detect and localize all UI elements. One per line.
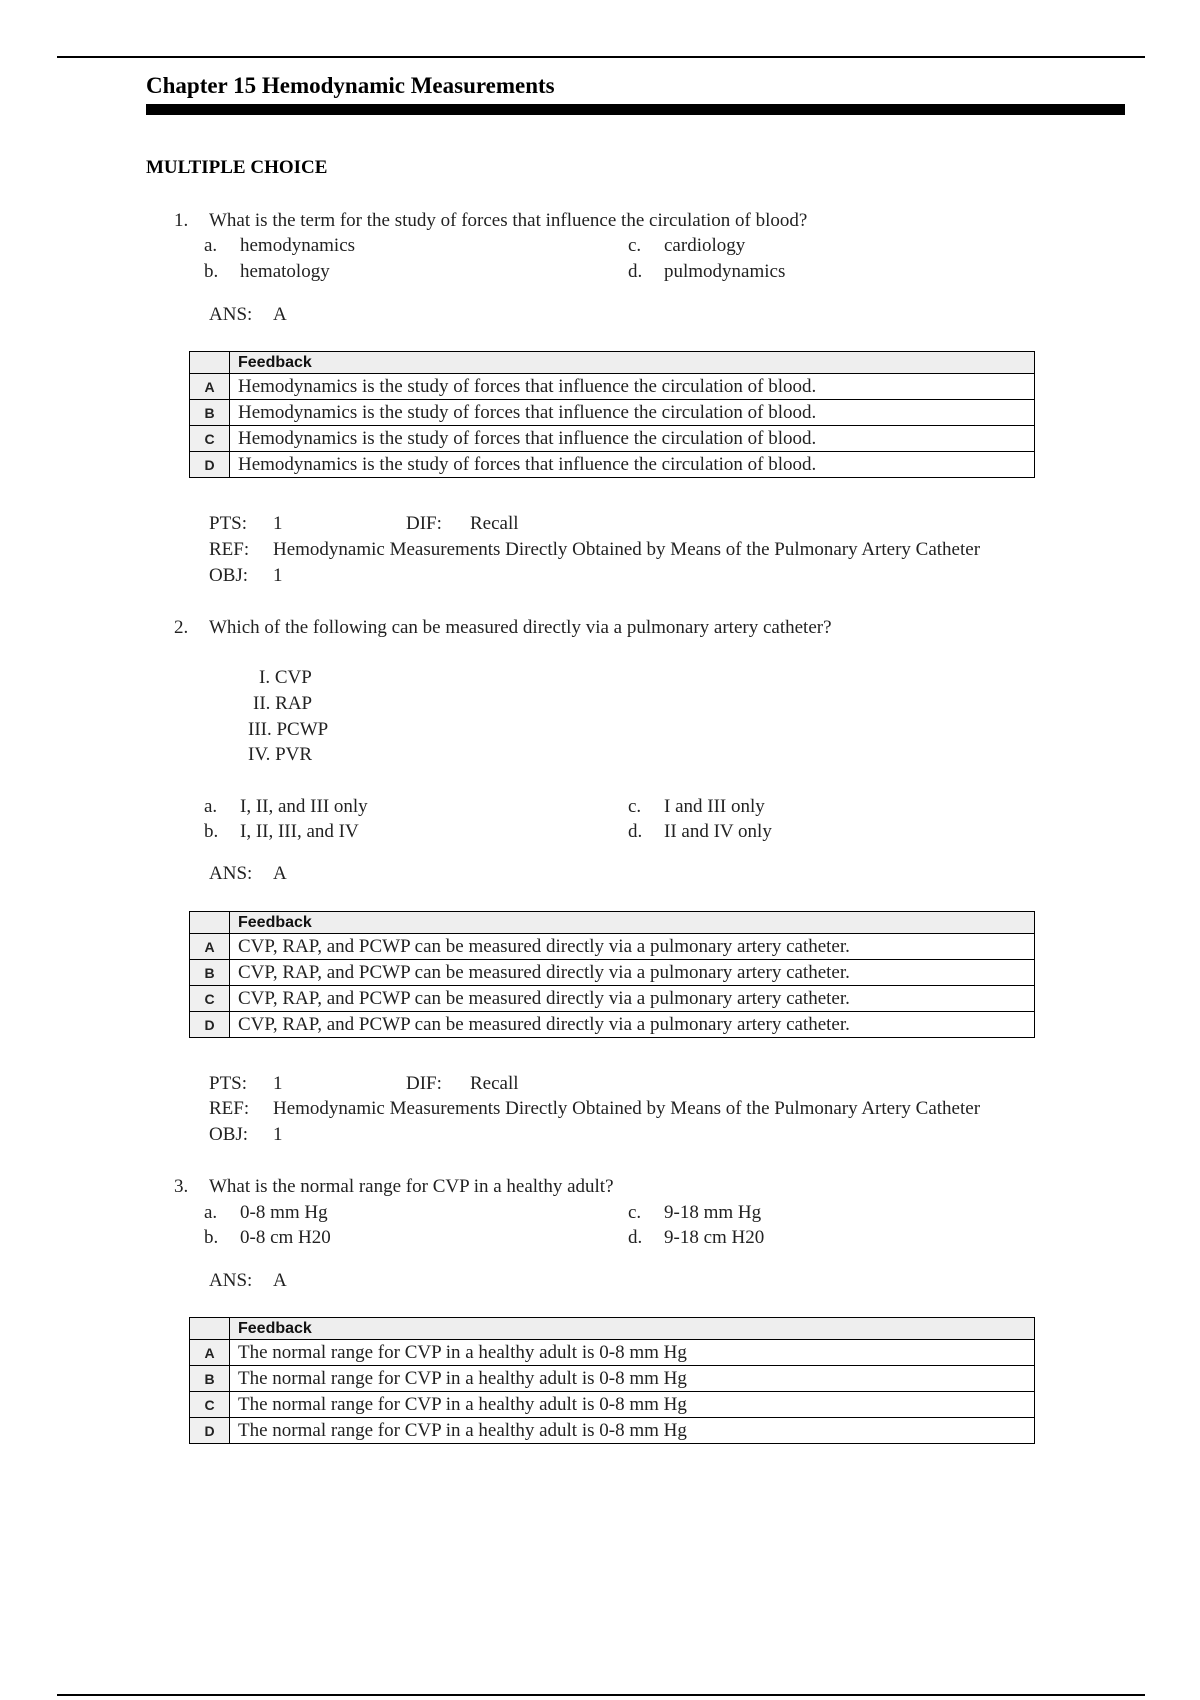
feedback-text: Hemodynamics is the study of forces that influence the circulation of blood. bbox=[230, 426, 1035, 452]
option-d-text: 9-18 cm H20 bbox=[664, 1227, 765, 1248]
feedback-row bbox=[190, 960, 1035, 986]
ref-value: Hemodynamic Measurements Directly Obtained by Means of the Pulmonary Artery Catheter bbox=[273, 1098, 981, 1119]
roman-item: II. RAP bbox=[253, 693, 313, 714]
feedback-row bbox=[190, 374, 1035, 400]
question-number: 3. bbox=[174, 1176, 189, 1197]
roman-item: I. CVP bbox=[259, 667, 312, 688]
feedback-text: Hemodynamics is the study of forces that influence the circulation of blood. bbox=[230, 452, 1035, 478]
feedback-text: The normal range for CVP in a healthy adult is 0-8 mm Hg bbox=[230, 1340, 1035, 1366]
option-c-letter: c. bbox=[628, 796, 642, 817]
dif-value: Recall bbox=[470, 513, 519, 534]
feedback-header: Feedback bbox=[230, 912, 1035, 934]
feedback-row bbox=[190, 1340, 1035, 1366]
question-text: What is the normal range for CVP in a healthy adult? bbox=[209, 1176, 614, 1197]
section-heading: MULTIPLE CHOICE bbox=[146, 157, 328, 178]
option-d-letter: d. bbox=[628, 1227, 643, 1248]
answer-value: A bbox=[273, 863, 287, 884]
feedback-text: CVP, RAP, and PCWP can be measured directly via a pulmonary artery catheter. bbox=[230, 986, 1035, 1012]
feedback-row bbox=[190, 986, 1035, 1012]
answer-label: ANS: bbox=[209, 863, 253, 884]
feedback-header-row bbox=[190, 352, 1035, 374]
feedback-row bbox=[190, 400, 1035, 426]
option-a-text: 0-8 mm Hg bbox=[240, 1202, 328, 1223]
option-c-letter: c. bbox=[628, 1202, 642, 1223]
option-b-letter: b. bbox=[204, 821, 219, 842]
pts-label: PTS: bbox=[209, 513, 248, 534]
title-underline-bar bbox=[146, 104, 1125, 115]
feedback-letter: C bbox=[190, 1392, 230, 1418]
option-b-letter: b. bbox=[204, 1227, 219, 1248]
option-d-text: pulmodynamics bbox=[664, 261, 786, 282]
option-b-text: 0-8 cm H20 bbox=[240, 1227, 331, 1248]
dif-label: DIF: bbox=[406, 1073, 442, 1094]
answer-value: A bbox=[273, 304, 287, 325]
roman-item: IV. PVR bbox=[248, 744, 313, 765]
option-a-letter: a. bbox=[204, 796, 218, 817]
feedback-text: CVP, RAP, and PCWP can be measured directly via a pulmonary artery catheter. bbox=[230, 1012, 1035, 1038]
feedback-letter: A bbox=[190, 374, 230, 400]
feedback-header: Feedback bbox=[230, 352, 1035, 374]
feedback-letter: C bbox=[190, 986, 230, 1012]
feedback-row bbox=[190, 934, 1035, 960]
option-d-text: II and IV only bbox=[664, 821, 772, 842]
obj-value: 1 bbox=[273, 1124, 283, 1145]
answer-label: ANS: bbox=[209, 1270, 253, 1291]
question-number: 1. bbox=[174, 210, 189, 231]
feedback-letter: D bbox=[190, 452, 230, 478]
feedback-row bbox=[190, 452, 1035, 478]
question-text: Which of the following can be measured directly via a pulmonary artery catheter? bbox=[209, 617, 832, 638]
option-b-letter: b. bbox=[204, 261, 219, 282]
option-b-text: I, II, III, and IV bbox=[240, 821, 359, 842]
feedback-row bbox=[190, 1366, 1035, 1392]
pts-label: PTS: bbox=[209, 1073, 248, 1094]
answer-value: A bbox=[273, 1270, 287, 1291]
question-text: What is the term for the study of forces that influence the circulation of blood? bbox=[209, 210, 808, 231]
feedback-letter: B bbox=[190, 1366, 230, 1392]
feedback-table bbox=[189, 351, 1035, 478]
obj-value: 1 bbox=[273, 565, 283, 586]
option-c-text: I and III only bbox=[664, 796, 765, 817]
obj-label: OBJ: bbox=[209, 1124, 249, 1145]
roman-item: III. PCWP bbox=[248, 719, 329, 740]
feedback-row bbox=[190, 1012, 1035, 1038]
feedback-text: CVP, RAP, and PCWP can be measured directly via a pulmonary artery catheter. bbox=[230, 934, 1035, 960]
dif-label: DIF: bbox=[406, 513, 442, 534]
feedback-header-row bbox=[190, 1318, 1035, 1340]
feedback-letter: D bbox=[190, 1012, 230, 1038]
feedback-letter: B bbox=[190, 400, 230, 426]
feedback-letter: A bbox=[190, 934, 230, 960]
option-c-text: 9-18 mm Hg bbox=[664, 1202, 762, 1223]
feedback-table bbox=[189, 1317, 1035, 1444]
option-d-letter: d. bbox=[628, 261, 643, 282]
option-a-letter: a. bbox=[204, 235, 218, 256]
feedback-text: Hemodynamics is the study of forces that influence the circulation of blood. bbox=[230, 374, 1035, 400]
ref-label: REF: bbox=[209, 539, 250, 560]
feedback-header-blank bbox=[190, 912, 230, 934]
feedback-letter: A bbox=[190, 1340, 230, 1366]
question-number: 2. bbox=[174, 617, 189, 638]
chapter-title: Chapter 15 Hemodynamic Measurements bbox=[146, 73, 555, 98]
top-rule bbox=[57, 56, 1145, 58]
feedback-text: CVP, RAP, and PCWP can be measured directly via a pulmonary artery catheter. bbox=[230, 960, 1035, 986]
feedback-letter: C bbox=[190, 426, 230, 452]
feedback-text: The normal range for CVP in a healthy adult is 0-8 mm Hg bbox=[230, 1366, 1035, 1392]
option-d-letter: d. bbox=[628, 821, 643, 842]
ref-label: REF: bbox=[209, 1098, 250, 1119]
feedback-text: The normal range for CVP in a healthy adult is 0-8 mm Hg bbox=[230, 1392, 1035, 1418]
feedback-row bbox=[190, 1418, 1035, 1444]
option-a-text: I, II, and III only bbox=[240, 796, 368, 817]
feedback-header-blank bbox=[190, 1318, 230, 1340]
pts-value: 1 bbox=[273, 513, 283, 534]
feedback-header-row bbox=[190, 912, 1035, 934]
ref-value: Hemodynamic Measurements Directly Obtained by Means of the Pulmonary Artery Catheter bbox=[273, 539, 981, 560]
feedback-header-blank bbox=[190, 352, 230, 374]
option-a-letter: a. bbox=[204, 1202, 218, 1223]
answer-label: ANS: bbox=[209, 304, 253, 325]
feedback-letter: D bbox=[190, 1418, 230, 1444]
feedback-letter: B bbox=[190, 960, 230, 986]
feedback-table bbox=[189, 911, 1035, 1038]
feedback-header: Feedback bbox=[230, 1318, 1035, 1340]
option-a-text: hemodynamics bbox=[240, 235, 356, 256]
dif-value: Recall bbox=[470, 1073, 519, 1094]
bottom-rule bbox=[57, 1694, 1145, 1696]
option-c-text: cardiology bbox=[664, 235, 746, 256]
feedback-row bbox=[190, 426, 1035, 452]
option-c-letter: c. bbox=[628, 235, 642, 256]
option-b-text: hematology bbox=[240, 261, 330, 282]
feedback-text: Hemodynamics is the study of forces that influence the circulation of blood. bbox=[230, 400, 1035, 426]
pts-value: 1 bbox=[273, 1073, 283, 1094]
feedback-text: The normal range for CVP in a healthy adult is 0-8 mm Hg bbox=[230, 1418, 1035, 1444]
feedback-row bbox=[190, 1392, 1035, 1418]
obj-label: OBJ: bbox=[209, 565, 249, 586]
